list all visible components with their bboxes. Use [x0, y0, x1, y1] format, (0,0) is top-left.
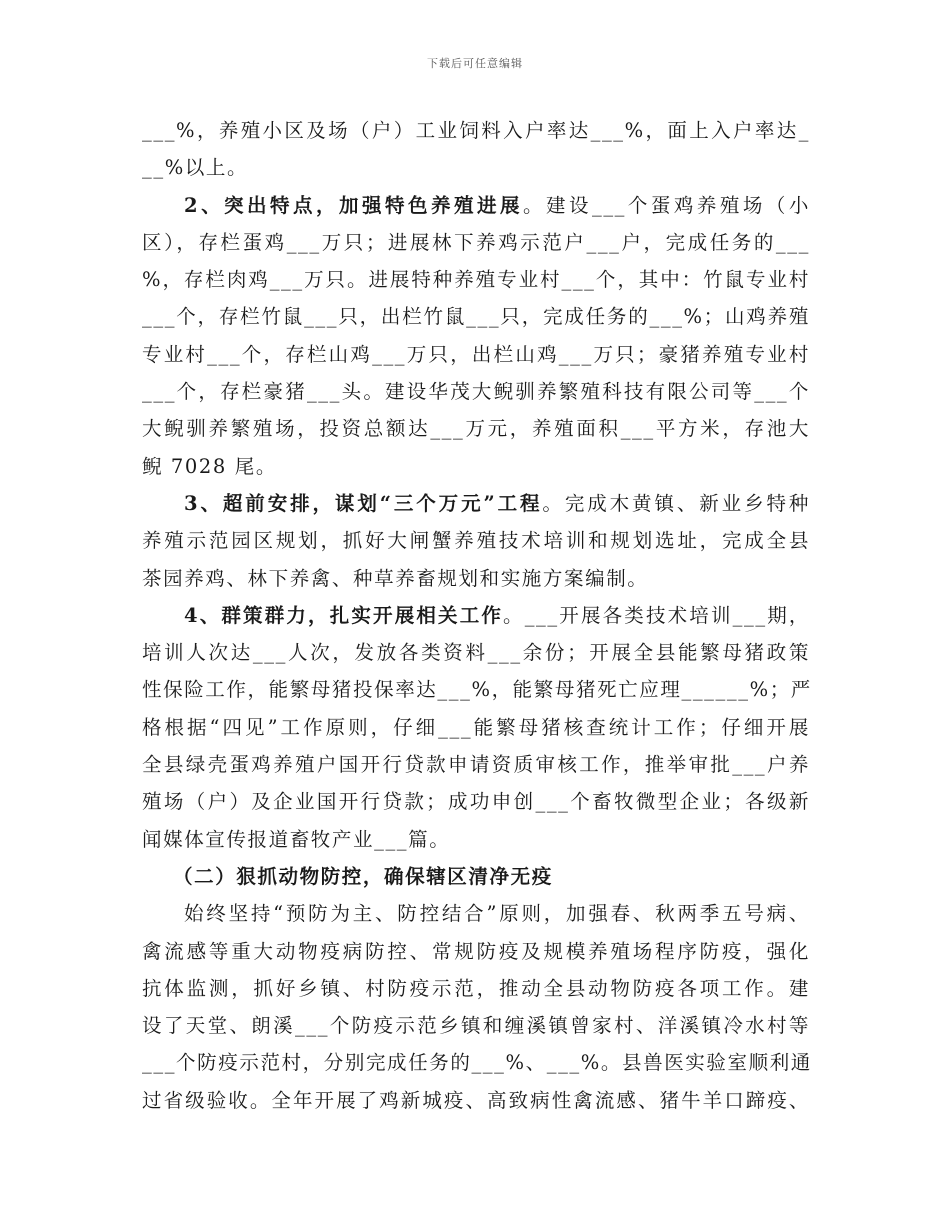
- text-line: [142, 410, 810, 447]
- text-line: [142, 634, 810, 671]
- text-run: 。建设___个蛋鸡养殖场（小: [523, 193, 810, 217]
- text-run: 大鲵驯养繁殖场，投资总额达___万元，养殖面积___平方米，存池大: [142, 417, 810, 441]
- text-line: [142, 970, 810, 1007]
- text-line: [142, 261, 810, 298]
- text-line: [142, 821, 810, 858]
- text-line: [142, 336, 810, 373]
- text-run: 茶园养鸡、林下养禽、种草养畜规划和实施方案编制。: [142, 566, 649, 590]
- text-run: 。___开展各类技术培训___期，: [503, 603, 810, 627]
- text-line: [142, 746, 810, 783]
- text-line: [142, 933, 810, 970]
- text-run: 过省级验收。全年开展了鸡新城疫、高致病性禽流感、猪牛羊口蹄疫、: [142, 1088, 810, 1112]
- text-run: 性保险工作，能繁母猪投保率达___%，能繁母猪死亡应理______%；严: [142, 678, 812, 702]
- text-run: 。完成木黄镇、新业乡特种: [542, 491, 810, 515]
- text-line: [142, 560, 810, 597]
- text-run: 养殖示范园区规划，抓好大闸蟹养殖技术培训和规划选址，完成全县: [142, 529, 810, 553]
- text-run: ___%，养殖小区及场（户）工业饲料入户率达___%，面上入户率达_: [142, 119, 810, 142]
- text-run: 抗体监测，抓好乡镇、村防疫示范，推动全县动物防疫各项工作。建: [142, 976, 810, 1000]
- text-line: [142, 373, 810, 410]
- text-run: 禽流感等重大动物疫病防控、常规防疫及规模养殖场程序防疫，强化: [142, 939, 810, 963]
- text-line: [142, 709, 810, 746]
- text-run: 专业村___个，存栏山鸡___万只，出栏山鸡___万只；豪猪养殖专业村: [142, 342, 810, 366]
- document-body: [142, 112, 810, 1119]
- text-run: __%以上。: [142, 156, 249, 180]
- text-line: [142, 298, 810, 335]
- text-line: [142, 671, 810, 708]
- bold-text-run: （二）狠抓动物防控，确保辖区清净无疫: [173, 864, 553, 888]
- text-line: [142, 149, 810, 186]
- page-header: 下载后可任意编辑: [427, 57, 523, 70]
- text-run: 全县绿壳蛋鸡养殖户国开行贷款申请资质审核工作，推举审批___户养: [142, 753, 810, 777]
- text-line: [142, 1082, 810, 1119]
- text-line: [142, 858, 810, 895]
- text-run: ___个防疫示范村，分别完成任务的___%、___%。县兽医实验室顺利通: [142, 1051, 812, 1075]
- text-run: 设了天堂、朗溪___个防疫示范乡镇和缠溪镇曾家村、洋溪镇冷水村等: [142, 1014, 810, 1038]
- bold-text-run: 3、超前安排，谋划“三个万元”工程: [184, 491, 543, 515]
- text-line: [142, 783, 810, 820]
- text-line: [142, 112, 810, 149]
- text-line: [142, 448, 810, 485]
- text-line: [142, 895, 810, 932]
- text-run: 殖场（户）及企业国开行贷款；成功申创___个畜牧微型企业；各级新: [142, 790, 810, 814]
- text-line: [142, 485, 810, 522]
- text-line: [142, 1044, 810, 1081]
- bold-text-run: 2、突出特点，加强特色养殖进展: [184, 193, 523, 217]
- text-run: ___个，存栏竹鼠___只，出栏竹鼠___只，完成任务的___%；山鸡养殖: [142, 305, 810, 329]
- text-run: ___个，存栏豪猪___头。建设华茂大鲵驯养繁殖科技有限公司等___个: [142, 380, 810, 404]
- text-line: [142, 522, 810, 559]
- text-run: 区），存栏蛋鸡___万只；进展林下养鸡示范户___户，完成任务的___: [142, 230, 810, 254]
- text-run: 鲵 7028 尾。: [142, 454, 277, 478]
- text-line: [142, 224, 810, 261]
- bold-text-run: 4、群策群力，扎实开展相关工作: [184, 603, 504, 627]
- text-run: 格根据“四见”工作原则，仔细___能繁母猪核查统计工作；仔细开展: [142, 715, 810, 739]
- text-line: [142, 597, 810, 634]
- text-line: [142, 1007, 810, 1044]
- text-run: 始终坚持“预防为主、防控结合”原则，加强春、秋两季五号病、: [184, 902, 810, 926]
- text-run: 闻媒体宣传报道畜牧产业___篇。: [142, 827, 451, 851]
- text-run: 培训人次达___人次，发放各类资料___余份；开展全县能繁母猪政策: [142, 641, 810, 665]
- text-run: %，存栏肉鸡___万只。进展特种养殖专业村___个，其中：竹鼠专业村: [142, 268, 810, 292]
- text-line: [142, 187, 810, 224]
